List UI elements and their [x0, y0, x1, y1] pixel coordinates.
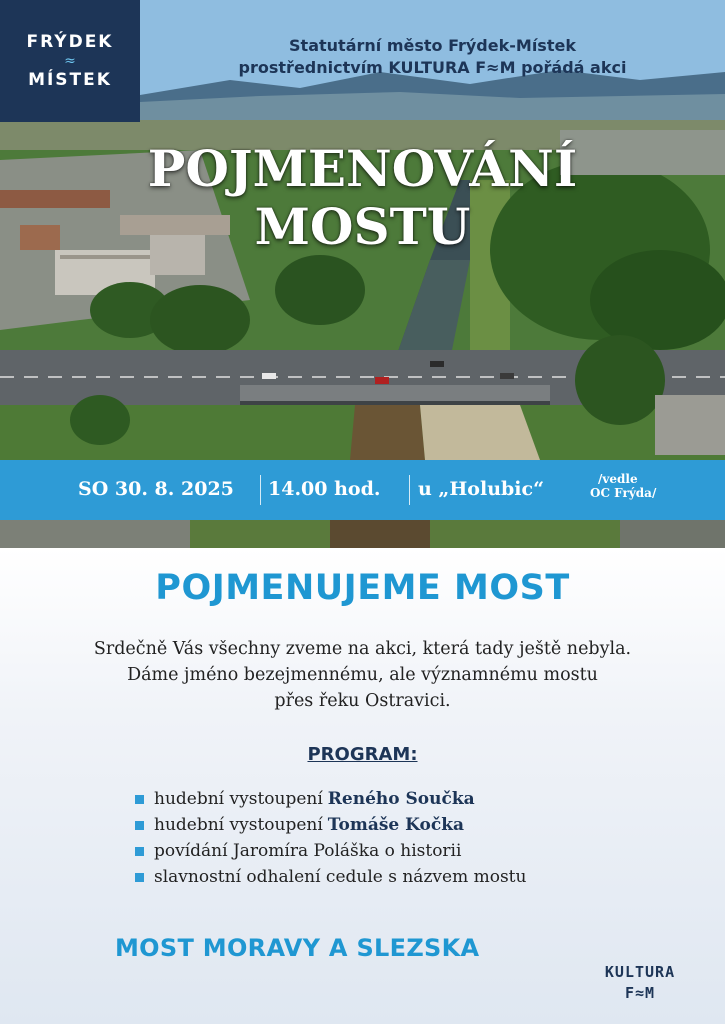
intro-line-2: Dáme jméno bezejmennému, ale významnému mostu	[127, 665, 598, 685]
main-title-line-1: POJMENOVÁNÍ	[147, 139, 578, 198]
intro-line-3: přes řeku Ostravici.	[274, 691, 451, 711]
bullet-icon	[135, 847, 144, 856]
event-time: 14.00 hod.	[268, 478, 381, 500]
program-item-text: povídání Jaromíra Poláška o historii	[154, 841, 462, 861]
event-date: SO 30. 8. 2025	[78, 478, 234, 500]
logo-line-2: MÍSTEK	[28, 70, 112, 90]
intro-text	[40, 636, 685, 714]
program-heading: PROGRAM:	[307, 744, 418, 765]
kultura-fm-logo	[590, 962, 690, 1004]
intro-line-1: Srdečně Vás všechny zveme na akci, která tady ještě nebyla.	[93, 639, 632, 659]
program-item-text: hudební vystoupení	[154, 789, 323, 809]
program-item	[135, 812, 526, 838]
program-item	[135, 786, 526, 812]
logo-wave-icon: ≈	[64, 53, 76, 69]
event-separator	[260, 475, 261, 505]
frydek-mistek-logo	[0, 0, 140, 122]
event-separator	[409, 475, 410, 505]
program-item	[135, 838, 526, 864]
program-item-performer: Tomáše Kočka	[327, 815, 465, 835]
event-note-line-1: /vedle	[598, 472, 638, 486]
event-info-bar	[0, 460, 725, 520]
event-note-line-2: OC Frýda/	[590, 486, 657, 500]
event-place-note	[590, 472, 656, 500]
organizer-line-1: Statutární město Frýdek-Místek	[289, 36, 576, 55]
section-heading: POJMENUJEME MOST	[155, 568, 570, 608]
bullet-icon	[135, 873, 144, 882]
event-place: u „Holubic“	[418, 478, 545, 500]
bullet-icon	[135, 795, 144, 804]
organizer-text	[150, 35, 715, 79]
program-item-text: slavnostní odhalení cedule s názvem mostu	[154, 867, 527, 887]
program-item	[135, 864, 526, 890]
bullet-icon	[135, 821, 144, 830]
main-title-line-2: MOSTU	[254, 197, 471, 256]
organizer-line-2: prostřednictvím KULTURA F≈M pořádá akci	[238, 58, 627, 77]
program-list	[135, 786, 526, 890]
program-item-text: hudební vystoupení	[154, 815, 323, 835]
logo-line-1: FRÝDEK	[26, 32, 114, 52]
main-title	[60, 140, 665, 256]
program-item-performer: Reného Součka	[327, 789, 475, 809]
kultura-logo-line-1: KULTURA	[604, 963, 676, 981]
slogan: MOST MORAVY A SLEZSKA	[115, 934, 480, 962]
kultura-logo-line-2: F≈M	[624, 984, 656, 1002]
